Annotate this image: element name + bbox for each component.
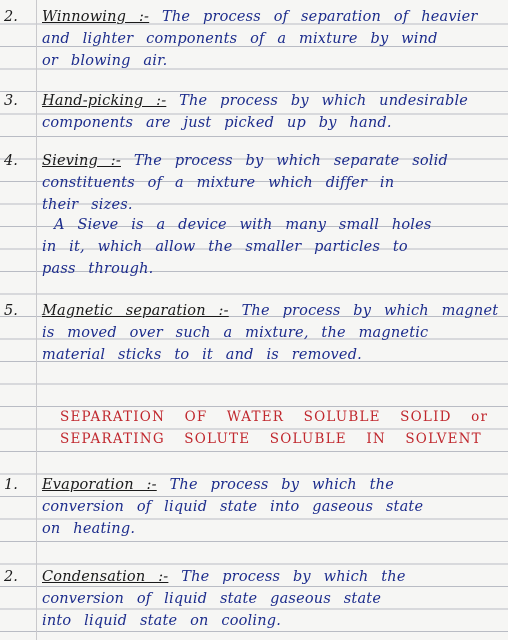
section-heading: SEPARATION OF WATER SOLUBLE SOLID or xyxy=(60,409,489,425)
definition-text: The process by which undesirable xyxy=(179,93,469,109)
sieving-line-3 xyxy=(0,194,508,216)
sieving-line-2 xyxy=(0,172,508,194)
term-magnetic-separation: Magnetic separation :- xyxy=(42,303,229,319)
item-number: 4. xyxy=(4,153,18,169)
condensation-line-1 xyxy=(0,566,508,588)
condensation-line-2 xyxy=(0,588,508,610)
definition-text: into liquid state on cooling. xyxy=(42,613,282,629)
definition-text: material sticks to it and is removed. xyxy=(42,347,362,363)
term-evaporation: Evaporation :- xyxy=(42,477,157,493)
hand-picking-line-2 xyxy=(0,112,508,134)
definition-text: components are just picked up by hand. xyxy=(42,115,392,131)
section-heading: SEPARATING SOLUTE SOLUBLE IN SOLVENT xyxy=(60,431,482,447)
winnowing-line-2 xyxy=(0,28,508,50)
sieving-line-1 xyxy=(0,150,508,172)
definition-text: their sizes. xyxy=(42,197,133,213)
evaporation-line-1 xyxy=(0,474,508,496)
winnowing-line-1 xyxy=(0,6,508,28)
term-condensation: Condensation :- xyxy=(42,569,169,585)
definition-text: and lighter components of a mixture by wind xyxy=(42,31,438,47)
magnetic-line-2 xyxy=(0,322,508,344)
definition-text: The process by which the xyxy=(181,569,406,585)
definition-text: conversion of liquid state into gaseous state xyxy=(42,499,424,515)
definition-text: A Sieve is a device with many small holes xyxy=(54,217,432,233)
term-winnowing: Winnowing :- xyxy=(42,9,150,25)
definition-text: pass through. xyxy=(42,261,154,277)
item-number: 1. xyxy=(4,477,18,493)
condensation-line-3 xyxy=(0,610,508,632)
evaporation-line-2 xyxy=(0,496,508,518)
sieving-line-5 xyxy=(0,236,508,258)
item-number: 5. xyxy=(4,303,18,319)
definition-text: on heating. xyxy=(42,521,136,537)
term-sieving: Sieving :- xyxy=(42,153,121,169)
definition-text: or blowing air. xyxy=(42,53,168,69)
heading-line-1 xyxy=(0,406,508,428)
definition-text: conversion of liquid state gaseous state xyxy=(42,591,382,607)
definition-text: in it, which allow the smaller particles to xyxy=(42,239,408,255)
definition-text: The process by which separate solid xyxy=(133,153,448,169)
item-number: 3. xyxy=(4,93,18,109)
heading-line-2 xyxy=(0,428,508,450)
magnetic-line-1 xyxy=(0,300,508,322)
term-hand-picking: Hand-picking :- xyxy=(42,93,167,109)
definition-text: The process by which magnet xyxy=(241,303,499,319)
item-number: 2. xyxy=(4,569,18,585)
definition-text: The process of separation of heavier xyxy=(161,9,478,25)
definition-text: is moved over such a mixture, the magnetic xyxy=(42,325,429,341)
definition-text: constituents of a mixture which differ in xyxy=(42,175,395,191)
sieving-line-4 xyxy=(0,214,508,236)
sieving-line-6 xyxy=(0,258,508,280)
winnowing-line-3 xyxy=(0,50,508,72)
item-number: 2. xyxy=(4,9,18,25)
definition-text: The process by which the xyxy=(169,477,394,493)
hand-picking-line-1 xyxy=(0,90,508,112)
magnetic-line-3 xyxy=(0,344,508,366)
evaporation-line-3 xyxy=(0,518,508,540)
